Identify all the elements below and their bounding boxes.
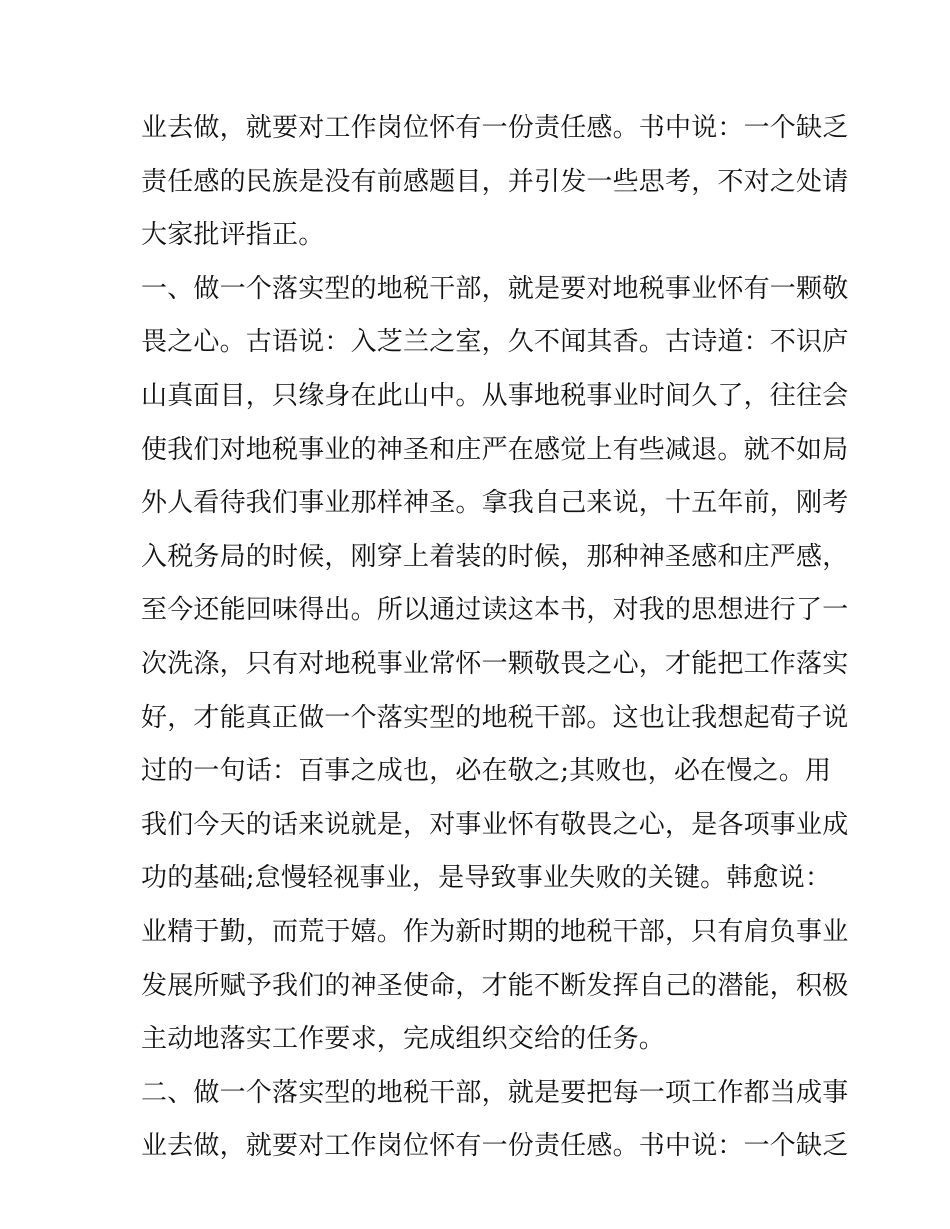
text-line: 主动地落实工作要求，完成组织交给的任务。 <box>141 1024 666 1055</box>
text-line: 好，才能真正做一个落实型的地税干部。这也让我想起荀子说 <box>141 702 849 733</box>
text-line: 发展所赋予我们的神圣使命，才能不断发挥自己的潜能，积极 <box>141 970 849 1001</box>
text-line: 二、做一个落实型的地税干部，就是要把每一项工作都当成事 <box>141 1077 849 1108</box>
text-line: 畏之心。古语说：入芝兰之室，久不闻其香。古诗道：不识庐 <box>141 327 849 358</box>
text-line: 责任感的民族是没有前感题目，并引发一些思考，不对之处请 <box>141 166 849 197</box>
text-line: 功的基础;怠慢轻视事业，是导致事业失败的关键。韩愈说： <box>141 863 832 894</box>
body-text <box>141 102 849 1174</box>
text-line: 业去做，就要对工作岗位怀有一份责任感。书中说：一个缺乏 <box>141 113 849 143</box>
text-line: 次洗涤，只有对地税事业常怀一颗敬畏之心，才能把工作落实 <box>141 648 849 679</box>
text-line: 一、做一个落实型的地税干部，就是要对地税事业怀有一颗敬 <box>141 273 849 304</box>
text-line: 至今还能回味得出。所以通过读这本书，对我的思想进行了一 <box>141 595 849 626</box>
text-line: 过的一句话：百事之成也，必在敬之;其败也，必在慢之。用 <box>141 756 832 787</box>
text-line: 业精于勤，而荒于嬉。作为新时期的地税干部，只有肩负事业 <box>141 916 849 947</box>
text-line: 外人看待我们事业那样神圣。拿我自己来说，十五年前，刚考 <box>141 488 849 519</box>
text-line: 大家批评指正。 <box>141 220 325 251</box>
text-line: 我们今天的话来说就是，对事业怀有敬畏之心，是各项事业成 <box>141 809 849 840</box>
text-line: 使我们对地税事业的神圣和庄严在感觉上有些减退。就不如局 <box>141 434 849 465</box>
text-line: 业去做，就要对工作岗位怀有一份责任感。书中说：一个缺乏 <box>141 1131 849 1162</box>
text-line: 山真面目，只缘身在此山中。从事地税事业时间久了，往往会 <box>141 380 849 411</box>
text-line: 入税务局的时候，刚穿上着装的时候，那种神圣感和庄严感， <box>141 541 849 572</box>
